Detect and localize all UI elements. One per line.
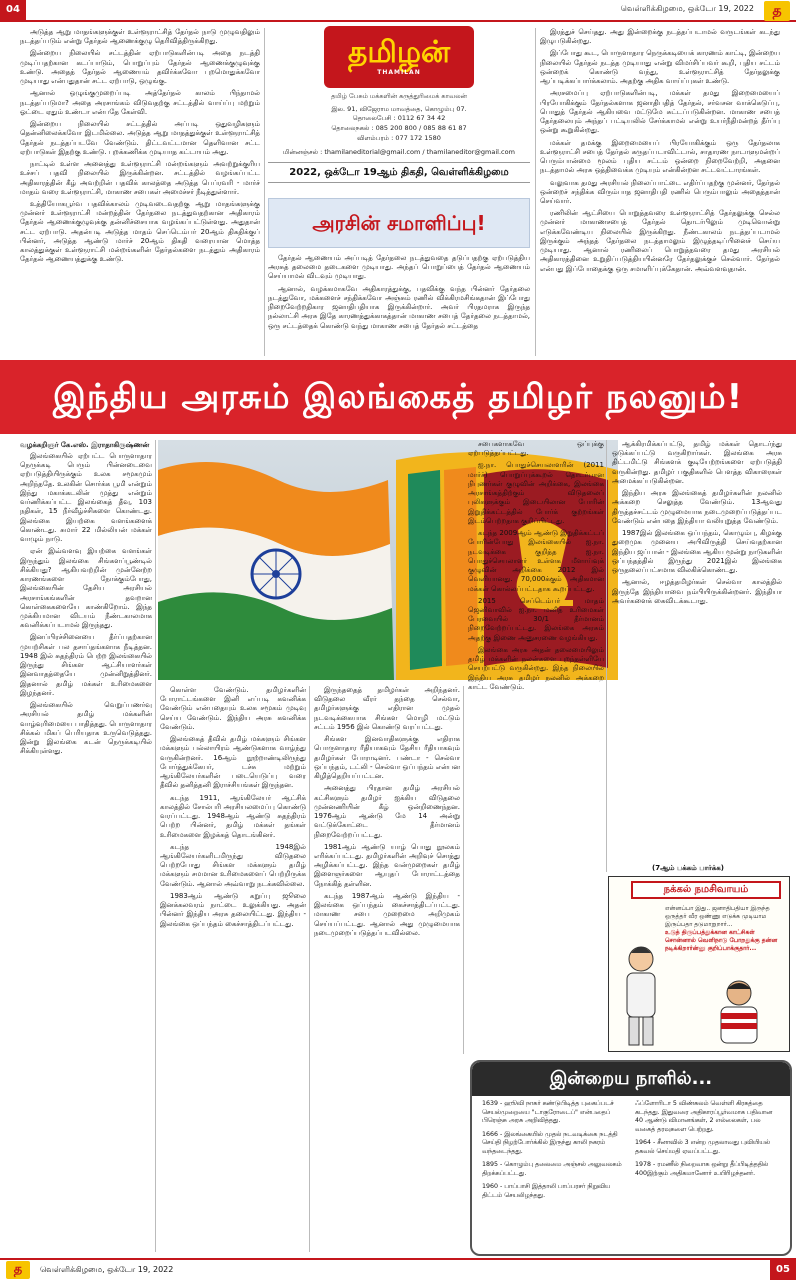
column-rule <box>155 440 156 1252</box>
issue-date: 2022, ஒக்டோ 19ஆம் திகதி, வெள்ளிக்கிழமை <box>268 162 530 183</box>
paragraph: இலங்கைத் தீவில் தமிழ் மக்களும் சிங்கள மக்களும் பல்லாயிரம் ஆண்டுகளாக வாழ்ந்து வருகின்றனர். 16ஆம் நூற்றாண்டிலிருந்து போர்த்துக்கேயர், டச்சு மற்றும் ஆங்கிலேயர்களின் படையெடுப்பு வரை தீவில் தனித்தனி இராச்சியங்கள் இருந்தன. <box>160 735 306 790</box>
column-rule <box>535 28 536 356</box>
paragraph: ஆனால், வழக்கமாகவே அதிகாரத்துக்கு, பதவிக்கு வந்த பின்னர் தேர்தலை நடத்துவோ, மக்களைச் சந்திக்கவோ அஞ்சும் ரணில் விக்கிரமசிங்கதான் இப்போது நிறைவேற்றதிகார ஜனாதிபதியாக இருக்கின்றார். அவர் பிரதமராக இருந்த நல்லாட்சி அரசு இதே காரணத்துக்காகத்தான் மாகாண சபைத் தேர்தலை நடத்தாமல், ஒரு சட்டத்தைக் கொண்டு வந்து மாகாண சபைத் தேர்தல் சட்டத்தை <box>268 284 530 330</box>
column-rule <box>463 686 464 1054</box>
paragraph: 1981ஆம் ஆண்டு யாழ் பொது நூலகம் எரிக்கப்பட்டது. தமிழர்களின் அறிவுச் சொத்து அழிக்கப்பட்டது. இந்த வன்முறைகள் தமிழ் இளைஞர்களை ஆயுதப் போராட்டத்தை நோக்கித் தள்ளின. <box>314 842 460 888</box>
masthead <box>268 26 530 194</box>
footer-page-number: 05 <box>770 1260 796 1280</box>
history-item: 1960 - பாப்பாசி இத்தாலி பாப்பரசர் நிறுவிய திட்டம் செயலிழந்தது. <box>482 1183 611 1199</box>
today-right-column <box>631 1100 784 1205</box>
logo-mini: த <box>764 1 790 21</box>
paragraph: வலுவாக தமது அரசியல் நிலைப்பாட்டை எதிர்ப்பதற்கு முன்னர், தேர்தல் ஒன்றைச் சந்திக்க விரும்பாத ஜனாதிபதி ரணில் பெரும்பாலும் அதைத்தான் செய்வார். <box>540 178 780 205</box>
today-body <box>472 1096 790 1209</box>
ads-phone: விளம்பரம் : 077 172 1580 <box>357 133 441 142</box>
paragraph: அரசமைப்பு ஏற்பாடுகளின்படி, மக்கள் தமது இறைமையைப் பிரயோகிக்கும் தேர்தல்களாக ஜனாதிபதித் தேர்தல், சர்வசன வாக்கெடுப்பு, பொதுத் தேர்தல் ஆகியவை மட்டுமே சுட்டப்படுகின்றன. மாகாண சபைத் தேர்தலையும் அந்தப் பட்டியலில் சேர்க்காமல் என்று உயர்நீதிமன்றத் தீர்ப்பு ஒன்று கூறுகின்றது. <box>540 89 780 135</box>
continued-note: (7ஆம் பக்கம் பார்க்க) <box>652 864 724 872</box>
paragraph: ஆனால், ஈழத்தமிழர்கள் செல்வா காலத்தில் இருந்தே இந்தியாவை நம்பியிருக்கின்றனர். இந்தியா அவர்களைக் கைவிடக்கூடாது. <box>612 578 782 605</box>
top-bar <box>0 0 796 22</box>
history-item: 1978 - ரமணீல் நிறைவாக ஒன்று தீப்பிடித்ததில் 400இற்கும் அதிகமானோர் உயிரிழந்தனர். <box>635 1161 769 1177</box>
paragraph: ஆக்கிரமிக்கப்பட்டு, தமிழ் மக்கள் தொடர்ந்து ஒடுக்கப்பட்டு வருகிறார்கள். இலங்கை அரசு திட்டமிட்டு சிங்களக் குடியேற்றங்களை ஏற்படுத்தி வருகின்றது. தமிழர் பகுதிகளில் பௌத்த விகாரைகள் அமைக்கப்படுகின்றன. <box>612 440 782 485</box>
paragraph: நாட்டில் உள்ள அனைத்து உள்ளூராட்சி மன்றங்களும் அவற்றுக்குரிய உச்சப் பதவி நிலையில் இருக்கின்றன. சட்டத்தில் வழங்கப்பட்ட அதிகாரத்தின் கீழ் அவற்றின் பதவிக் காலத்தை அடுத்த பெப்ரவரி - மார்ச் மாதம் வரை உள்ளூராட்சி, மாகாண சபைகள் அமைச்சர் நீடித்துள்ளார். <box>20 160 260 196</box>
paragraph: 1983ஆம் ஆண்டு கறுப்பு ஜூலை இனக்கலவரம் நாட்டை உலுக்கியது. அதன் பின்னர் இந்திய அரசு தலையிட்டது. இந்திய - இலங்கை ஒப்பந்தம் கைச்சாத்திடப்பட்டது. <box>160 891 306 928</box>
paragraph: உத்தியோகபூர்வ பதவிக்காலம் முடிவடைவதற்கு ஆறு மாதங்களுக்கு முன்னர் உள்ளூராட்சி மன்றத்தின் தேர்தலை நடத்துவதற்கான அதிகாரம் தேர்தல் ஆணைக்குழுவுக்கு தன்னிச்சையாக வழங்கப்பட்டுள்ளது. அதுதான் சட்ட ஏற்பாடு. அதன்படி அடுத்த மாதம் செப்டெம்பர் 20ஆம் திகதிக்குப் பின்னர், அடுத்த ஆண்டு மார்ச் 20ஆம் திகதி வரையான மொத்த காலத்துக்குள் உள்ளூராட்சி மன்றங்களின் தேர்தல்களை நடத்தும் அதிகாரம் தேர்தல் ஆணையத்துக்கு உண்டு. <box>20 199 260 264</box>
page-number: 04 <box>0 0 26 20</box>
paragraph: இன்றைய நிலையில் சட்டத்தில் அப்படி ஒதுவழிகளும் தென்னிலைக்கவோ இடமில்லை. அடுத்த ஆறு மாதத்துக்குள் உள்ளூராட்சித் தேர்தல் நடத்தப்படவே வேண்டும். திட்டவட்டமான தெளிவான சட்ட ஏற்பாடுகள் இதற்கு உண்டு. புறக்கணிக்க முடியாத கட்டாயம் அது. <box>20 120 260 156</box>
cartoon-title: நக்கல் நமசிவாயம் <box>631 881 781 899</box>
column-rule <box>606 440 607 872</box>
paragraph: கடந்த 2009ஆம் ஆண்டு இறுதிக்கட்டப் போரின்போது இலங்கையில் ஐ.நா. நடவடிக்கை குறித்த ஐ.நா. பொதுச்செயலாளர் உள்ளக மீளாய்வுக் குழுவின் அறிக்கை 2012 இல் வெளியானது. 70,000க்கும் அதிகமான மக்கள் கொல்லப்பட்டதாக கூறப்பட்டது. <box>468 529 604 593</box>
today-title: இன்றைய நாளில்... <box>472 1062 790 1096</box>
feature-column-3 <box>314 686 460 1252</box>
paragraph: இலங்கையில் வெறுப்பணர்வு அரசியல் தமிழ் மக்களின் வாழ்வுரிமையை பாதித்தது. பொருளாதார சிக்கல் மிகப் பெரியதாக உருவெடுத்தது. இன்று இலங்கை கடன் நெருக்கடியில் சிக்கியுள்ளது. <box>20 701 152 756</box>
history-item: 1666 - இலங்கையில் முதல் நடவடிக்கை நடத்தி செய்தி நிழற்போர்க்கில் இருந்து காலி நகரம் வந்தடைந்தது. <box>482 1130 618 1155</box>
paragraph: இலங்கையில் ஏற்பட்ட பொருளாதார நெருக்கடி பெரும் பின்னடைவை ஏற்படுத்தியிருக்கும் உலக சமூகமும் அறிந்ததே. உலகின் சொர்க்க பூமி என்றும் இந்து மகாக்கடலின் முத்து என்றும் வர்ணிக்கப்பட்ட இலங்கைத் தீவு, 103 நதிகள், 15 நீர்வீழ்ச்சிகளை கொண்டது. இலங்கை இயற்கை வளங்களைக் கொண்டது. சுமார் 22 மில்லியன் மக்கள் வாழும் நாடு. <box>20 452 152 544</box>
paragraph: ரணிலின் ஆட்சியை பொறுத்தவரை உள்ளூராட்சித் தேர்தலுக்கு செல்ல முன்னர் மாகாணசபைத் தேர்தல் தொடர்பிலும் முடிவொன்று எடுக்கவேண்டிய நிலையில் இருக்கிறது. நீண்டகாலம் நடத்தப்படாமல் இருக்கும் அந்தத் தேர்தலை நடத்தாமலும் இழுத்தடிப்பினைச் செய்ய முடியாது. ஆனால் ரணிலைப் பொறுத்தவரை தமது அரசியல் அதிகாரத்தினை உறுதிப்படுத்தியபின்னரே தேர்தலுக்குச் செல்வார். தேர்தல் என்பது இப்போதைக்கு ஒரு சமாளிப்புக்கேதான். அவ்வளவுதான். <box>540 209 780 273</box>
history-item: ஃப்ளோரிடா 5 விண்கலம் வெள்ளி கிரகத்தை கடந்தது. இதுவரை அதிகாரப்பூர்வமாக பதிவான 40 ஆண்டு விமானங்கள், 2 எல்லைகள், பல வகைத் தரவுகளை பெற்றது. <box>635 1100 773 1133</box>
history-item: 1895 - கொழும்பு தலைமை அஞ்சல் அலுவலகம் திறக்கப்பட்டது. <box>482 1161 622 1177</box>
editorial-center-column <box>268 254 530 358</box>
cartoon-line-a: என்னப்பா இது.. ஜனாதிபதியா இருந்த ஒருத்தர் வீர ஒண்ணு எடுக்க முடியாம இருப்பதா தடுமாறுறார்... <box>665 905 770 929</box>
paragraph: இன்றைய நிலையில் சட்டத்தின் ஏற்பாடுகளின்படி அதை நடத்தி முடிப்பதற்கான கடப்பாடும், பொறுப்பும் தேர்தல் ஆணைக்குழுவுக்கு உண்டு. அதைத் தேர்தல் ஆணையம் தவிர்க்கவோ புறமொதுக்கவோ முடியாது என்பதுதான் சட்ட ஏற்பாடு, ஒழுங்கு. <box>20 49 260 86</box>
emails: மின்னஞ்சல் : thamilaneditorial@gmail.com / thamilaneditor@gmail.com <box>283 147 515 156</box>
editorial-right-column <box>540 28 780 358</box>
paragraph: சிங்கள இனவாதிகளுக்கு எதிராக பொருளாதார ரீதியாகவும் தேசிய ரீதியாகவும் தமிழர்கள் போராடினர். பண்டா - செல்வா ஒப்பந்தம், டட்லி - செல்வா ஒப்பந்தம் என்பன கிழித்தெறியப்பட்டன. <box>314 735 460 781</box>
editorial-title: அரசின் சமாளிப்பு! <box>268 198 530 248</box>
paragraph: ஆனால் ஒழுங்குமுறைப்படி அத்தேர்தல் காலம் பிந்தாமல் நடத்தப்படுமா? அதை அரசாங்கம் விடுவதற்கு சட்டத்தில் வாய்ப்பு மற்றும் ஓட்டை ஏதும் உண்டா என்பதே கேள்வி. <box>20 89 260 116</box>
header-date: வெள்ளிக்கிழமை, ஒக்டோ 19, 2022 <box>620 4 754 13</box>
paragraph: கடந்த 1987ஆம் ஆண்டு இந்திய - இலங்கை ஒப்பந்தம் கைச்சாத்திடப்பட்டது. மாகாண சபை முறைமை அறிமுகம் செய்யப்பட்டது. ஆனால் அது முழுமையாக நடைமுறைப்படுத்தப்படவில்லை. <box>314 891 460 937</box>
feature-column-5 <box>612 440 782 860</box>
paragraph: 2015 செப்டெம்பர் மாதம் ஜெனிவாவில் ஐ.நா. மனித உரிமைகள் பேரவையில் 30/1 தீர்மானம் நிறைவேற்றப்பட்டது. இலங்கை அரசும் அதற்கு இணை அனுசரணை வழங்கியது. <box>468 596 604 642</box>
feature-headline: இந்திய அரசும் இலங்கைத் தமிழர் நலனும்! <box>0 360 796 434</box>
cartoon-box <box>608 876 790 1052</box>
feature-column-4 <box>468 440 604 1052</box>
paragraph: 1987இல் இலங்கை ஒப்பந்தம், கொழும்பு, கிழக்கு துறைமுக முனைய அபிவிருத்தி செய்வதற்கான இந்திய ஜப்பான் - இலங்கை ஆகிய மூன்று நாடுகளின் ஒப்பந்தத்தில் இருந்து 2021இல் இலங்கை ஒருதலைப்பட்சமாக விலகிக்கொண்டது. <box>612 529 782 575</box>
paragraph: கடந்த 1911, ஆங்கிலேயர் ஆட்சிக் காலத்தில் சோல்பரி அரசியலமைப்பு கொண்டு வரப்பட்டது. 1948ஆம் ஆண்டு சுதந்திரம் பெற்ற பின்னர், தமிழ் மக்கள் தங்கள் உரிமைகளை இழக்கத் தொடங்கினர். <box>160 793 306 839</box>
today-left-column <box>478 1100 631 1205</box>
paragraph: இந்திய அரசு இலங்கைத் தமிழர்களின் நலனில் அக்கறை செலுத்த வேண்டும். 13ஆவது திருத்தச்சட்டம் முழுமையாக நடைமுறைப்படுத்தப்பட வேண்டும் என்பதை இந்தியா வலியுறுத்த வேண்டும். <box>612 489 782 525</box>
paragraph: சபைகளாகவே ஒப்புக்கு ஏற்படுத்தப்பட்டது. <box>468 440 604 458</box>
paragraph: அடுத்த ஆறு மாதங்களுக்குள் உள்ளூராட்சித் தேர்தல் நாடு முழுவதிலும் நடத்தப்படும் என்று தேர்தல் ஆணைக்குழு தெரிவித்திருக்கிறது. <box>20 28 260 46</box>
feature-column-2 <box>160 686 306 1252</box>
today-in-history-box <box>470 1060 792 1256</box>
brand-sub: THAMILAN <box>377 69 421 76</box>
paragraph: இருந்ததைத் தமிழர்கள் அறிந்தனர். விடுதலை வீரர் தந்தை செல்வா, தமிழர்களுக்கு எதிரான முதல் நடவடிக்கையாக சிங்கள மொழி மட்டும் சட்டம் 1956 இல் கொண்டு வரப்பட்டது. <box>314 686 460 731</box>
tagline: தமிழ் பேசும் மக்களின் கருத்துரிமைக் காவலன் <box>331 92 467 100</box>
brand-name: தமிழன் <box>347 35 451 70</box>
history-item: 1639 - ஹூவி நாகர் கண்டுபிடித்த புகைப்படச் செயல்முறையை "டாகுரோடைப்" என்பதைப் பிரெஞ்சு அரசு அறிவித்தது. <box>482 1100 614 1124</box>
address: இல. 91, விஜேராம மாவத்தை, கொழும்பு 07. <box>331 104 467 113</box>
paragraph: மக்கள் தமக்கு இறைமையைப் பிரயோகிக்கும் ஒரு தேர்தலாக உள்ளூராட்சி சபைத் தேர்தல் கருதப்படாவிட்டால், சாதாரண நாடாளுமன்றப் பெரும்பான்மை மூலம் புதிய சட்டம் ஒன்றை நிறைவேற்றி, அதனை நடத்தாமல் அரசு ஒத்திவைக்க முடியும் என்கின்றன சட்டவட்டாரங்கள். <box>540 138 780 175</box>
cartoon-figures-icon <box>611 897 789 1049</box>
bottom-bar <box>0 1258 796 1280</box>
brand-logo <box>324 26 474 88</box>
editorial-left-column <box>20 28 260 358</box>
fax: தொலைநகல் : 085 200 800 / 085 88 61 87 <box>331 124 467 133</box>
paragraph: ஏன் இவ்வளவு இயற்கை வளங்கள் இருந்தும் இலங்கை சிங்களப்பூண்டில் சிக்கியது? ஆகியவற்றின் முன்னேற்ற காரணங்களை நோக்கும்போது, இலங்கையின் தேசிய அரசியல் அரசாங்கங்களின் தவறான கொள்கைகளையே காண்கிறோம். இந்த முக்கியமான விடயம் நீண்டகாலமாக கவனிக்கப்படாமல் இருந்தது. <box>20 547 152 630</box>
paragraph: இப்போது கூட, பொருளாதார நெருக்கடியைக் காரணம் காட்டி, இன்றைய நிலையில் தேர்தல் நடத்த முடியாது என்று விமர்சிப்பவர் கூறி, புதிய சட்டம் ஒன்றைக் கொண்டு வந்து, உள்ளூராட்சித் தேர்தலுக்கு ஆப்படிக்கப்பார்க்கலாம். அதற்கு அதிக வாய்ப்புகள் உண்டு. <box>540 49 780 86</box>
paragraph: கடந்த 1948இல் ஆங்கிலேயர்களிடமிருந்து விடுதலை பெற்றபோது சிங்கள மக்களும் தமிழ் மக்களும் சமமான உரிமைகளைப் பெற்றிருக்க வேண்டும். ஆனால் அவ்வாறு நடக்கவில்லை. <box>160 842 306 888</box>
paragraph: இலங்கை அரசு அதன் தலைமையிலும் தமிழ் மக்களின் நலன்களை புறந்தள்ளியே செயற்பட்டு வருகின்றது. இந்த நிலையில் இந்திய அரசு தமிழர் நலனில் அக்கறை காட்ட வேண்டும். <box>468 645 604 691</box>
paragraph: அனைத்து பிரதான தமிழ் அரசியல் கட்சிகளும் தமிழர் ஐக்கிய விடுதலை முன்னணியின் கீழ் ஒன்றிணைந்தன. 1976ஆம் ஆண்டு மே 14 அன்று வட்டுக்கோட்டை தீர்மானம் நிறைவேற்றப்பட்டது. <box>314 784 460 839</box>
phone: தொலைபேசி : 0112 67 34 42 <box>352 114 446 123</box>
history-item: 1964 - சீனாவில் 3 என்ற முதலாவது புவியியல் தகவல் செய்மதி ஏவப்பட்டது. <box>635 1139 770 1155</box>
paragraph: இனப்பிரச்சினையை தீர்ப்பதற்கான முயற்சிகள் பல தசாப்தங்களாக நீடித்தன. 1948 இல் சுதந்திரம் பெற்ற இலங்கையில் இருந்து சிங்கள ஆட்சியாளர்கள் இனவாதத்தையே முன்னிறுத்தினர். இதனால் தமிழ் மக்கள் உரிமைகளை இழந்தனர். <box>20 633 152 697</box>
byline: வழக்கறிஞர் கே.எஸ். இராதாகிருஷ்ணன் <box>20 441 150 449</box>
column-rule <box>264 28 265 356</box>
footer-logo: த <box>6 1261 30 1279</box>
footer-date: வெள்ளிக்கிழமை, ஒக்டோ 19, 2022 <box>40 1264 174 1274</box>
paragraph: கொள்ள வேண்டும். தமிழர்களின் போராட்டங்களை இனி எப்படி கவனிக்க வேண்டும் என்பதையும் உலக சமூகம் முடிவு செய்ய வேண்டும். இந்திய அரசு கவனிக்க வேண்டும். <box>160 686 306 731</box>
address-block <box>268 105 530 144</box>
paragraph: ஐ.நா. பொதுச்செயலாளரின் (2011 மார்ச்) பொறுப்புக்கூறல் தொடர்பான நிபுணர்கள் குழுவின் அறிக்கை, இலங்கை அரசாங்கத்திற்கும் விடுதலைப் புலிகளுக்கும் இடையிலான போரின் இறுதிக்கட்டத்தில் போர்க் குற்றங்கள் இடம்பெற்றதாக குறிப்பிட்டது. <box>468 461 604 525</box>
column-rule <box>309 686 310 1252</box>
feature-column-1 <box>20 452 152 1252</box>
cartoon-line-b: உடுத் திருப்பத்துக்கான காட்சிகள் சொன்னால் வெளிநாடு போறதுக்கு தன்ன நடிக்கிறார்ன்னு குறிப்பாக்குதார்... <box>665 929 778 953</box>
paragraph: தேர்தல் ஆணையம் அப்படித் தேர்தலை நடத்துவதை தடுப்பதற்கு ஏற்படுத்திய அரசுத் தலைமை தடைகளை முடியாது. அந்தப் பொறுப்பைத் தேர்தல் ஆணையம் செய்யாமல் விடவும் முடியாது. <box>268 254 530 281</box>
paragraph: இரத்துச் செய்தது. அது இன்றைக்கு நடத்தப்படாமல் வருடங்கள் கடந்து இழுபடுகின்றது. <box>540 28 780 46</box>
